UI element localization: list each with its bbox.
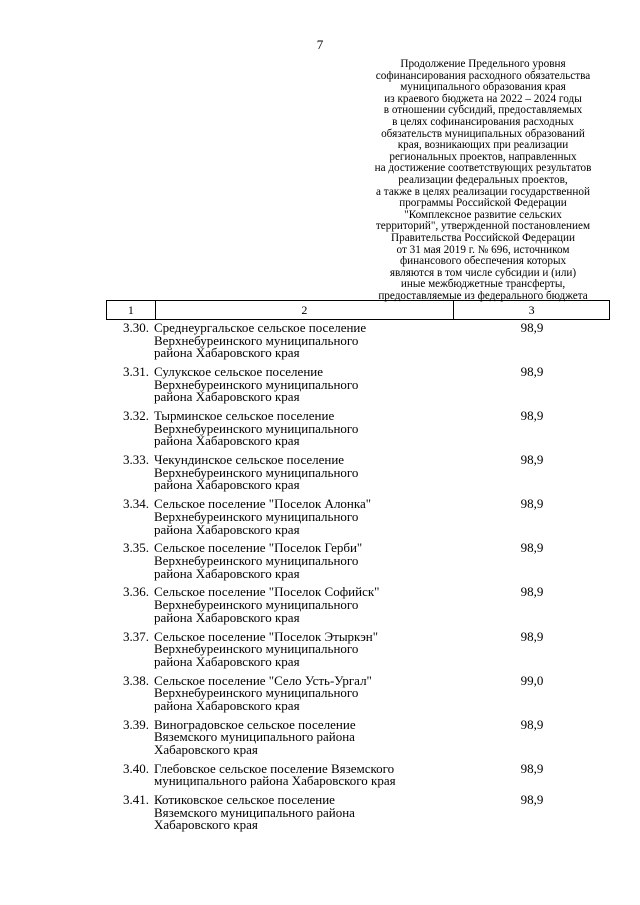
heading-line: обязательств муниципальных образований <box>381 127 585 140</box>
heading-line: "Комплексное развитие сельских <box>404 208 562 221</box>
row-name <box>154 322 454 360</box>
table-row <box>106 366 610 404</box>
row-name <box>154 542 454 580</box>
heading-line: а также в целях реализации государственной <box>376 185 590 198</box>
row-name-line: Верхнебуреинского муниципального <box>154 376 359 392</box>
row-name-line: района Хабаровского края <box>154 389 300 405</box>
row-name-line: Хабаровского края <box>154 741 258 757</box>
row-number: 3.41. <box>123 792 149 808</box>
heading-line: финансового обеспечения которых <box>399 255 567 268</box>
header-col-3: 3 <box>454 301 610 320</box>
row-name-line: района Хабаровского края <box>154 477 300 493</box>
row-name-line: Чекундинское сельское поселение <box>154 452 345 468</box>
table-row <box>106 794 610 832</box>
row-number: 3.34. <box>123 496 149 512</box>
heading-line: иные межбюджетные трансферты, <box>400 278 566 291</box>
row-name-line: Виноградовское сельское поселение <box>154 716 356 732</box>
row-value: 98,9 <box>520 364 544 380</box>
row-name-line: Котиковское сельское поселение <box>154 792 335 808</box>
row-number: 3.40. <box>123 760 149 776</box>
row-name <box>154 716 454 757</box>
heading-line: от 31 мая 2019 г. № 696, источником <box>396 243 570 256</box>
row-name-line: района Хабаровского края <box>154 653 300 669</box>
row-name-line: района Хабаровского края <box>154 433 300 449</box>
document-heading <box>348 59 618 302</box>
row-name-line: Верхнебуреинского муниципального <box>154 685 359 701</box>
table-row <box>106 498 610 536</box>
row-name-line: Верхнебуреинского муниципального <box>154 332 359 348</box>
heading-line: реализации федеральных проектов, <box>398 173 568 186</box>
row-name <box>154 366 454 404</box>
row-name <box>154 454 454 492</box>
row-name-line: района Хабаровского края <box>154 521 300 537</box>
row-name-line: Вяземского муниципального района <box>154 729 355 745</box>
row-name-line: Верхнебуреинского муниципального <box>154 464 359 480</box>
table-row <box>106 586 610 624</box>
row-number: 3.30. <box>123 320 149 335</box>
table-row <box>106 542 610 580</box>
row-name <box>154 410 454 448</box>
row-value: 98,9 <box>520 628 544 644</box>
row-value: 98,9 <box>520 496 544 512</box>
row-number: 3.32. <box>123 408 149 424</box>
row-value: 98,9 <box>520 320 544 335</box>
heading-line: в целях софинансирования расходных <box>392 115 574 128</box>
table-row <box>106 454 610 492</box>
row-name-line: Хабаровского края <box>154 817 258 833</box>
row-value: 98,9 <box>520 760 544 776</box>
table-row <box>106 672 610 713</box>
row-number: 3.31. <box>123 364 149 380</box>
table-row <box>106 760 610 789</box>
row-name-line: Верхнебуреинского муниципального <box>154 552 359 568</box>
heading-line: предоставляемые из федерального бюджета <box>378 289 588 302</box>
row-name <box>154 672 454 713</box>
row-value: 98,9 <box>520 408 544 424</box>
heading-line: софинансирования расходного обязательства <box>375 69 591 82</box>
header-col-1: 1 <box>107 301 156 320</box>
row-number: 3.33. <box>123 452 149 468</box>
row-number: 3.35. <box>123 540 149 556</box>
row-name-line: Среднеургальское сельское поселение <box>154 320 367 335</box>
row-name-line: Сельское поселение "Село Усть-Ургал" <box>154 672 372 688</box>
row-name-line: Тырминское сельское поселение <box>154 408 335 424</box>
table-row <box>106 716 610 757</box>
heading-line: из краевого бюджета на 2022 – 2024 годы <box>384 92 582 105</box>
row-name-line: Вяземского муниципального района <box>154 804 355 820</box>
heading-line: муниципального образования края <box>400 81 566 94</box>
row-value: 98,9 <box>520 792 544 808</box>
row-value: 98,9 <box>520 452 544 468</box>
heading-line: на достижение соответствующих результатов <box>374 162 592 175</box>
table-row <box>106 322 610 360</box>
row-name-line: района Хабаровского края <box>154 345 300 361</box>
row-name-line: муниципального района Хабаровского края <box>154 773 396 789</box>
row-name-line: Сельское поселение "Поселок Софийск" <box>154 584 380 600</box>
heading-line: региональных проектов, направленных <box>389 150 577 163</box>
row-name-line: Сулукское сельское поселение <box>154 364 323 380</box>
row-name-line: района Хабаровского края <box>154 697 300 713</box>
row-name-line: Верхнебуреинского муниципального <box>154 641 359 657</box>
heading-line: в отношении субсидий, предоставляемых <box>383 104 583 117</box>
row-name-line: Сельское поселение "Поселок Герби" <box>154 540 363 556</box>
row-number: 3.38. <box>123 672 149 688</box>
row-name-line: Верхнебуреинского муниципального <box>154 508 359 524</box>
row-name-line: Верхнебуреинского муниципального <box>154 420 359 436</box>
table-header <box>106 300 610 320</box>
row-name <box>154 794 454 832</box>
page-number: 7 <box>316 37 324 52</box>
heading-line: края, возникающих при реализации <box>397 139 569 152</box>
row-value: 98,9 <box>520 716 544 732</box>
row-value: 98,9 <box>520 540 544 556</box>
row-name-line: района Хабаровского края <box>154 609 300 625</box>
row-number: 3.36. <box>123 584 149 600</box>
row-name <box>154 586 454 624</box>
table-row <box>106 628 610 669</box>
row-name-line: Сельское поселение "Поселок Этыркэн" <box>154 628 379 644</box>
row-value: 99,0 <box>520 672 544 688</box>
heading-line: территорий", утвержденной постановлением <box>375 220 591 233</box>
row-number: 3.37. <box>123 628 149 644</box>
table-row <box>106 410 610 448</box>
header-col-2: 2 <box>155 301 454 320</box>
row-name-line: Сельское поселение "Поселок Алонка" <box>154 496 372 512</box>
table-body <box>106 322 610 838</box>
row-number: 3.39. <box>123 716 149 732</box>
row-name <box>154 498 454 536</box>
heading-line: Правительства Российской Федерации <box>391 231 575 244</box>
row-name-line: Верхнебуреинского муниципального <box>154 597 359 613</box>
row-name-line: Глебовское сельское поселение Вяземского <box>154 760 395 776</box>
row-name-line: района Хабаровского края <box>154 565 300 581</box>
row-value: 98,9 <box>520 584 544 600</box>
heading-line: являются в том числе субсидии и (или) <box>389 266 577 279</box>
row-name <box>154 760 454 789</box>
heading-line: Продолжение Предельного уровня <box>400 58 566 70</box>
row-name <box>154 628 454 669</box>
heading-line: программы Российской Федерации <box>399 197 567 210</box>
